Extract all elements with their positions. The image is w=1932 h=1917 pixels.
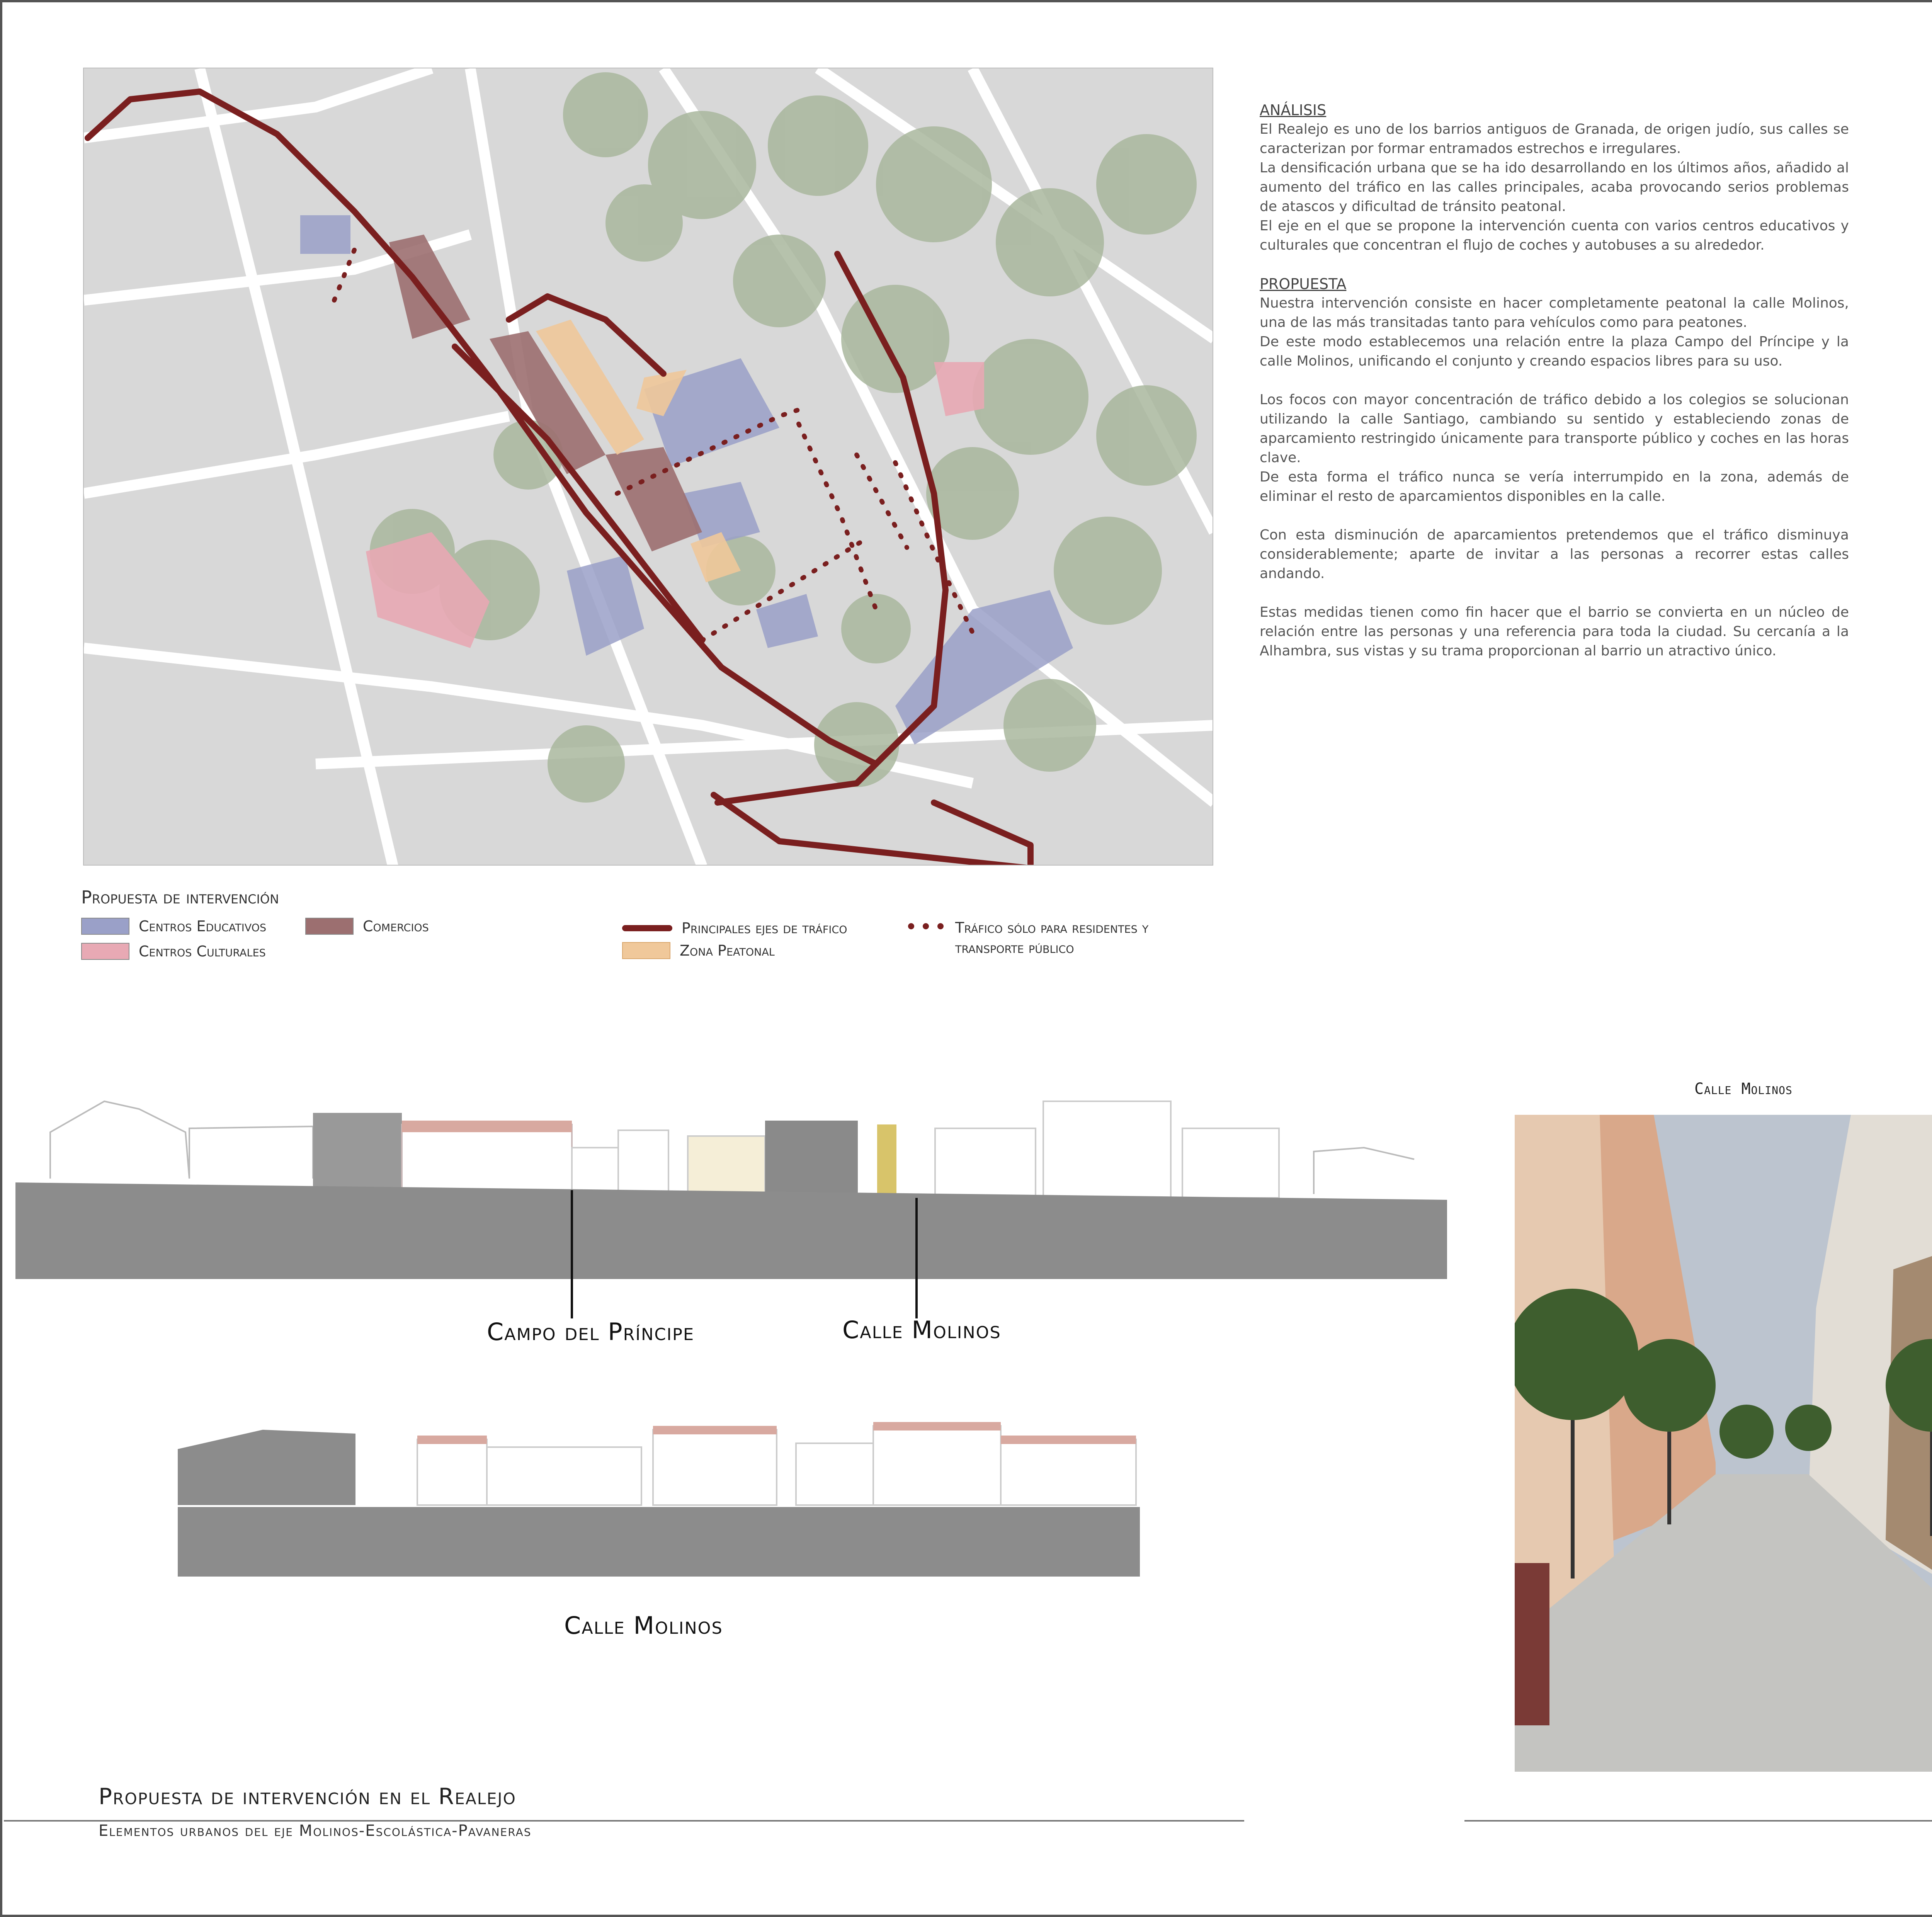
upper-section-drawing: [0, 1043, 1464, 1372]
section-label-lower: Calle Molinos: [564, 1611, 723, 1640]
legend-label: Tráfico sólo para residentes y: [955, 919, 1149, 936]
analysis-paragraph: La densificación urbana que se ha ido desarrollando en los últimos años, añadido al aumento del tráfico en las calles principales, acaba provocando serios problemas de atascos y dificultad de tránsito peatonal.: [1260, 160, 1849, 214]
street-photo-current: [1515, 1115, 1932, 1772]
legend-swatch-peatonal: [622, 942, 670, 959]
section-label-molinos: Calle Molinos: [842, 1316, 1001, 1344]
legend-item-comercios: [305, 918, 429, 935]
legend-item-peatonal: [622, 942, 775, 959]
legend-label: transporte público: [955, 939, 1074, 956]
legend-label: Comercios: [363, 918, 429, 935]
legend-title: Propuesta de intervención: [81, 887, 279, 908]
photos-caption: Calle Molinos: [1694, 1080, 1793, 1098]
footer-rule-left: [4, 1820, 1244, 1822]
proposal-paragraph: Los focos con mayor concentración de tráfico debido a los colegios se solucionan utilizando la calle Santiago, cambiando su sentido y estableciendo zonas de aparcamiento restringido únicamente para transporte público y coches en las horas clave.: [1260, 392, 1849, 466]
analysis-heading: ANÁLISIS: [1260, 102, 1327, 119]
legend-label: Centros Culturales: [139, 943, 266, 960]
site-plan-map: [83, 68, 1213, 866]
analysis-text: [1260, 100, 1849, 661]
legend-swatch-educativos: [81, 918, 129, 935]
proposal-paragraph: Con esta disminución de aparcamientos pretendemos que el tráfico disminuya considerablemente; aparte de invitar a las personas a recorrer estas calles andando.: [1260, 527, 1849, 582]
proposal-paragraph: De este modo establecemos una relación entre la plaza Campo del Príncipe y la calle Molinos, unificando el conjunto y creando espacios libres para su uso.: [1260, 334, 1849, 369]
footer-rule-right: [1464, 1820, 1932, 1822]
legend-item-residentes: [904, 918, 1148, 958]
proposal-paragraph: Estas medidas tienen como fin hacer que el barrio se convierta en un núcleo de relación entre las personas y una referencia para toda la ciudad. Su cercanía a la Alhambra, sus vistas y su trama proporcionan al barrio un atractivo único.: [1260, 604, 1849, 659]
analysis-paragraph: El eje en el que se propone la intervención cuenta con varios centros educativos y culturales que concentran el flujo de coches y autobuses a su alrededor.: [1260, 218, 1849, 253]
proposal-paragraph: De esta forma el tráfico nunca se vería interrumpido en la zona, además de eliminar el resto de aparcamientos disponibles en la calle.: [1260, 469, 1849, 504]
street-photo-current-drawing: [1515, 1115, 1932, 1772]
legend-label: Zona Peatonal: [680, 942, 775, 959]
legend-label: Principales ejes de tráfico: [682, 920, 847, 937]
upper-section-elevation: [0, 1043, 1464, 1372]
proposal-paragraph: Nuestra intervención consiste en hacer completamente peatonal la calle Molinos, una de las más transitadas tanto para vehículos como para peatones.: [1260, 295, 1849, 330]
legend-item-ejes: [622, 920, 847, 937]
site-plan-drawing: [84, 68, 1213, 866]
legend-item-culturales: [81, 943, 266, 960]
footer-subtitle: Elementos urbanos del eje Molinos-Escolástica-Pavaneras: [99, 1822, 532, 1840]
section-label-campo: Campo del Príncipe: [487, 1318, 695, 1346]
analysis-paragraph: El Realejo es uno de los barrios antiguos de Granada, de origen judío, sus calles se caracterizan por formar entramados estrechos e irregulares.: [1260, 121, 1849, 156]
footer-title: Propuesta de intervención en el Realejo: [99, 1783, 516, 1810]
legend-swatch-ejes: [622, 925, 672, 931]
legend-swatch-comercios: [305, 918, 354, 935]
legend-swatch-culturales: [81, 943, 129, 960]
legend-swatch-residentes: [908, 923, 944, 929]
legend-label: Centros Educativos: [139, 918, 267, 935]
proposal-heading: PROPUESTA: [1260, 276, 1347, 293]
legend-item-educativos: [81, 918, 266, 935]
